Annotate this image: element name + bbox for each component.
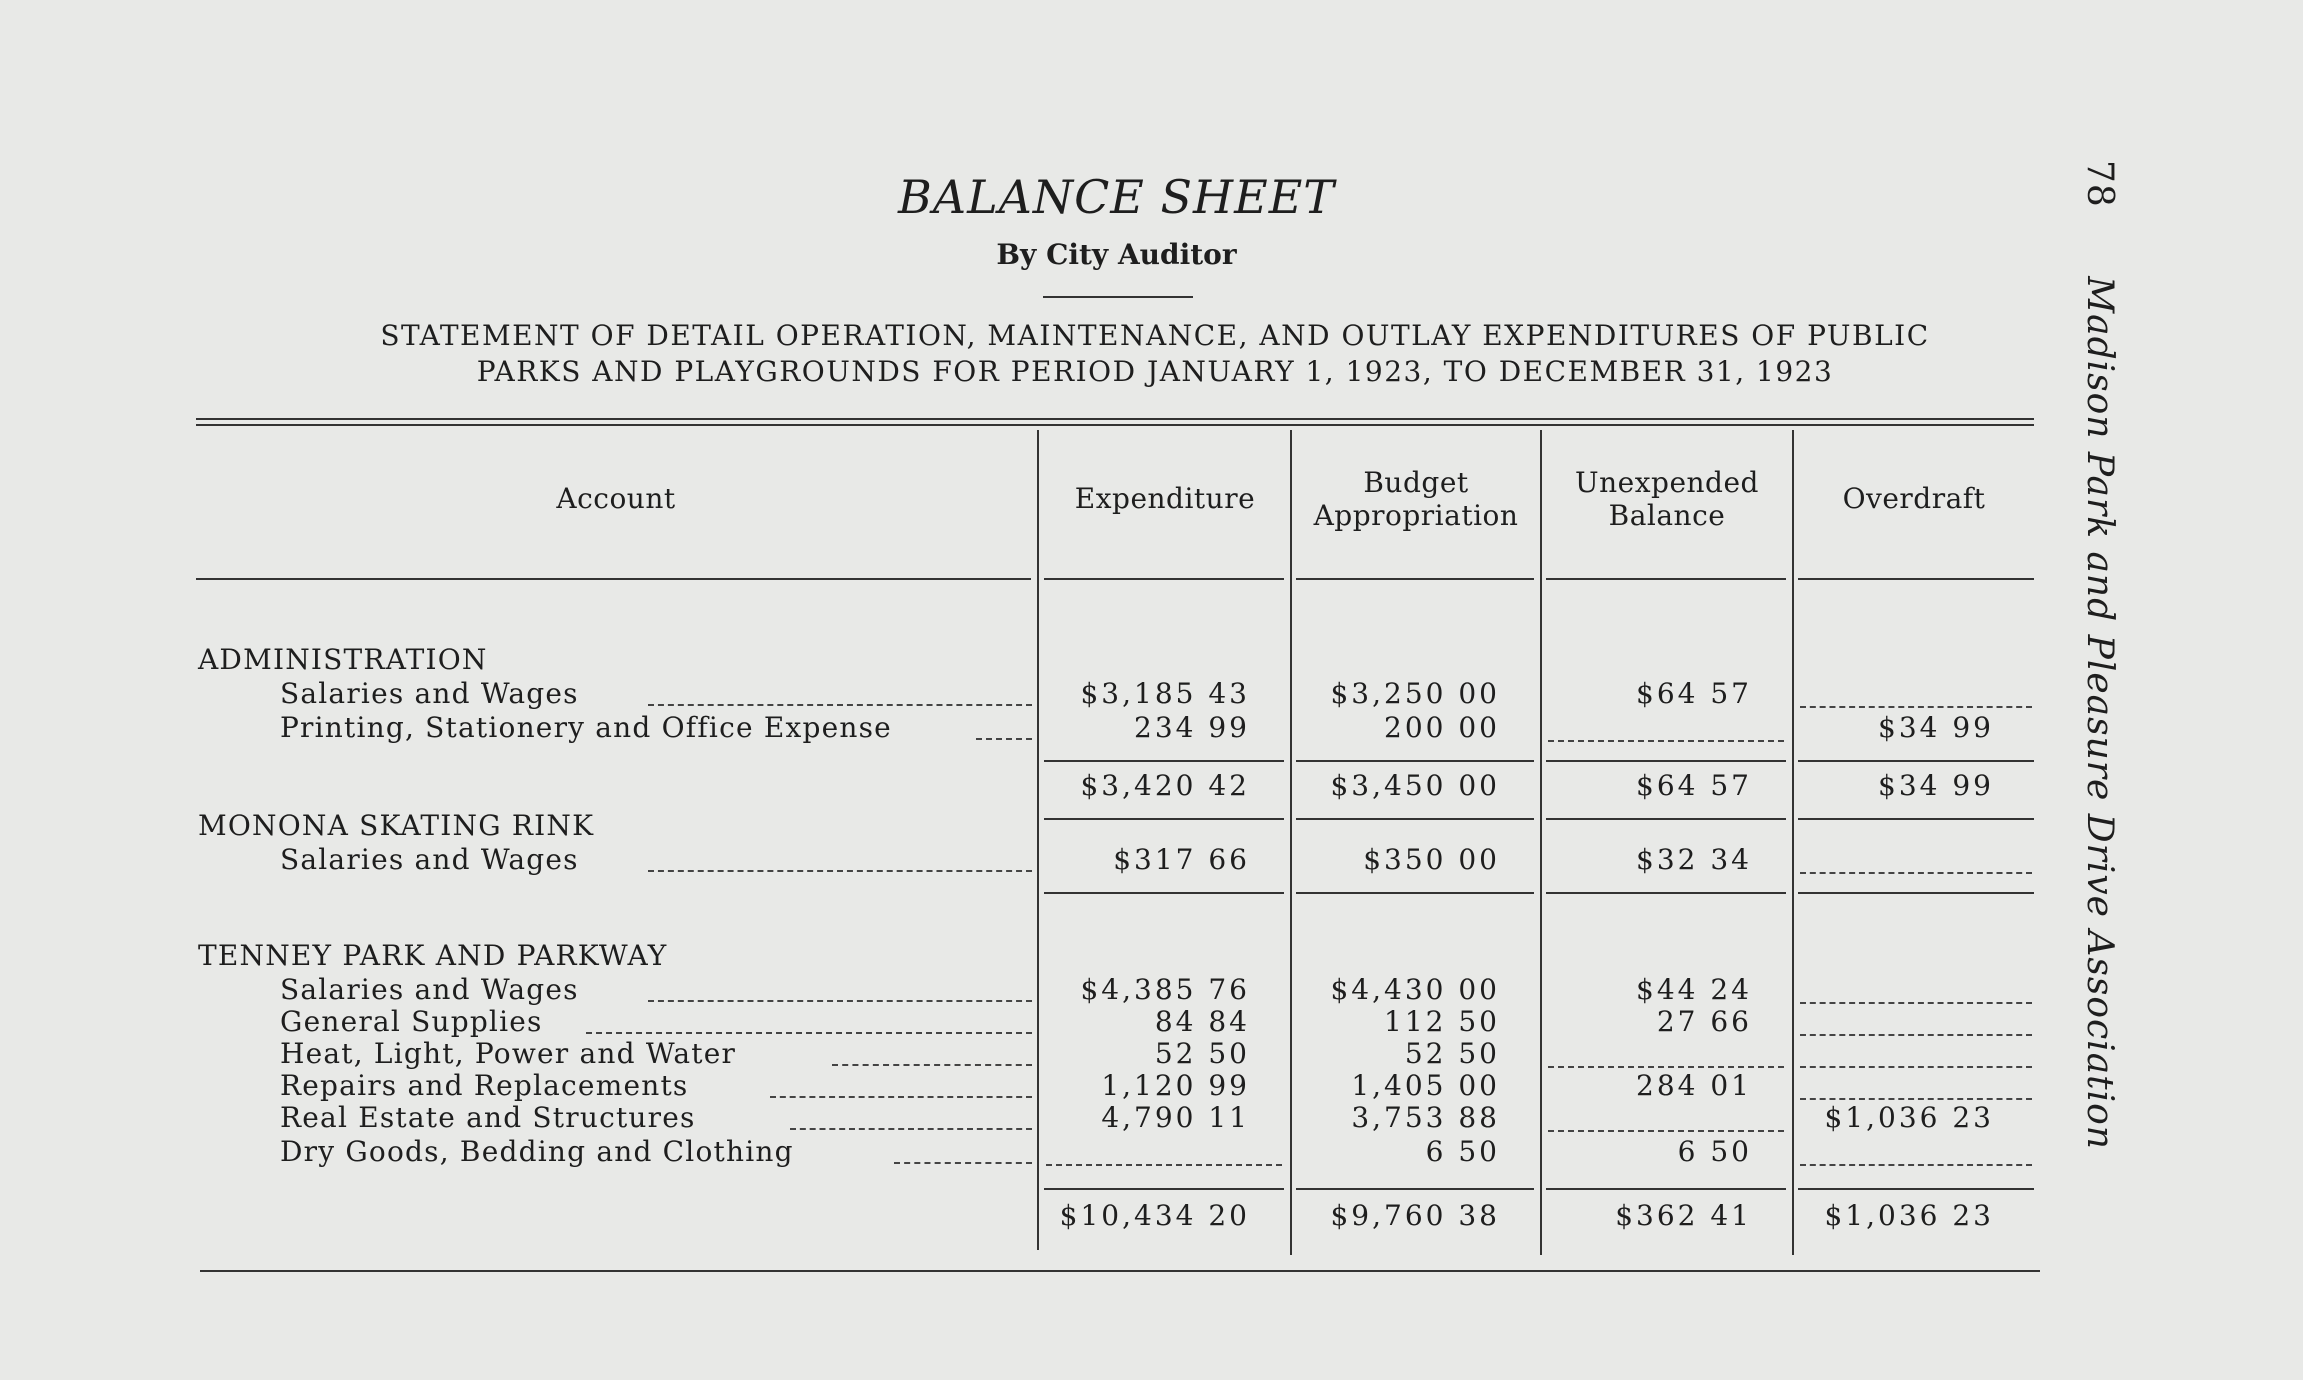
row-leader (832, 1064, 1032, 1066)
cell-expenditure: $317 66 (1113, 843, 1250, 876)
statement-heading (180, 318, 2130, 390)
row-label: Salaries and Wages (280, 843, 579, 876)
header-rule-overdraft (1798, 578, 2034, 580)
header-rule-account (196, 578, 1031, 580)
header-unexpended-line1: Unexpended (1575, 466, 1759, 499)
row-label: Salaries and Wages (280, 677, 579, 710)
subtotal-rule (1044, 760, 1284, 762)
cell-overdraft: $34 99 (1878, 711, 1994, 744)
cell-expenditure: $3,185 43 (1080, 677, 1250, 710)
cell-budget: $350 00 (1363, 843, 1500, 876)
total-expenditure: $10,434 20 (1059, 1199, 1250, 1232)
row-label: Salaries and Wages (280, 973, 579, 1006)
subtotal-rule (1798, 760, 2034, 762)
total-rule (1798, 892, 2034, 894)
total-rule (1798, 818, 2034, 820)
cell-expenditure: 4,790 11 (1101, 1101, 1250, 1134)
cell-overdraft-blank (1800, 1034, 2032, 1036)
cell-expenditure: 84 84 (1154, 1005, 1250, 1038)
cell-unexpended: 284 01 (1636, 1069, 1752, 1102)
row-leader (586, 1032, 1032, 1034)
cell-unexpended: 27 66 (1656, 1005, 1752, 1038)
table-top-rule-2 (196, 424, 2034, 426)
total-rule (1546, 892, 1786, 894)
cell-expenditure: $4,385 76 (1080, 973, 1250, 1006)
row-leader (648, 1000, 1032, 1002)
statement-line-2: PARKS AND PLAYGROUNDS FOR PERIOD JANUARY 1, 1923, TO DECEMBER 31, 1923 (476, 355, 1834, 388)
total-expenditure: $3,420 42 (1080, 769, 1250, 802)
page-number: 78 (2079, 160, 2120, 208)
row-label: General Supplies (280, 1005, 543, 1038)
cell-expenditure: 52 50 (1154, 1037, 1250, 1070)
row-leader (648, 704, 1032, 706)
header-budget-line1: Budget (1363, 466, 1469, 499)
cell-budget: 6 50 (1425, 1135, 1500, 1168)
cell-budget: 112 50 (1384, 1005, 1500, 1038)
cell-unexpended-blank (1548, 1130, 1784, 1132)
header-account: Account (556, 482, 676, 515)
cell-budget: $3,250 00 (1330, 677, 1500, 710)
running-head (2080, 160, 2120, 1160)
cell-unexpended-blank (1548, 1066, 1784, 1068)
row-leader (770, 1096, 1032, 1098)
cell-overdraft-blank (1800, 1164, 2032, 1166)
row-label: Heat, Light, Power and Water (280, 1037, 737, 1070)
cell-expenditure-blank (1046, 1164, 1282, 1166)
cell-unexpended: 6 50 (1677, 1135, 1752, 1168)
total-rule (1296, 892, 1534, 894)
column-divider-3 (1540, 430, 1542, 1255)
header-unexpended (1542, 466, 1792, 532)
page-title: BALANCE SHEET (898, 170, 1335, 224)
total-budget: $3,450 00 (1330, 769, 1500, 802)
table-top-rule (196, 418, 2034, 420)
cell-budget: 1,405 00 (1351, 1069, 1500, 1102)
subtotal-rule (1044, 1188, 1284, 1190)
cell-overdraft-blank (1800, 1002, 2032, 1004)
header-rule-expenditure (1044, 578, 1284, 580)
row-label: Dry Goods, Bedding and Clothing (280, 1135, 794, 1168)
cell-expenditure: 234 99 (1134, 711, 1250, 744)
table-bottom-rule (200, 1270, 2040, 1272)
total-rule (1296, 818, 1534, 820)
total-unexpended: $362 41 (1615, 1199, 1752, 1232)
total-rule (1546, 818, 1786, 820)
running-head-text: Madison Park and Pleasure Drive Association (2079, 276, 2120, 1150)
total-rule (1044, 892, 1284, 894)
subtotal-rule (1296, 760, 1534, 762)
row-label: Real Estate and Structures (280, 1101, 696, 1134)
page-subtitle: By City Auditor (996, 238, 1237, 271)
cell-unexpended: $64 57 (1636, 677, 1752, 710)
cell-overdraft-blank (1800, 1098, 2032, 1100)
subtotal-rule (1296, 1188, 1534, 1190)
total-overdraft: $1,036 23 (1824, 1199, 1994, 1232)
header-expenditure: Expenditure (1074, 482, 1256, 515)
total-unexpended: $64 57 (1636, 769, 1752, 802)
cell-unexpended: $32 34 (1636, 843, 1752, 876)
cell-expenditure: 1,120 99 (1101, 1069, 1250, 1102)
statement-line-1: STATEMENT OF DETAIL OPERATION, MAINTENANCE, AND OUTLAY EXPENDITURES OF PUBLIC (380, 319, 1930, 352)
subtotal-rule (1546, 1188, 1786, 1190)
row-leader (790, 1128, 1032, 1130)
header-budget (1292, 466, 1540, 532)
cell-budget: 200 00 (1384, 711, 1500, 744)
row-leader (648, 870, 1032, 872)
cell-overdraft-blank (1800, 1066, 2032, 1068)
header-overdraft: Overdraft (1842, 482, 1986, 515)
header-rule-unexpended (1546, 578, 1786, 580)
column-divider-1 (1037, 430, 1039, 1250)
cell-overdraft: $1,036 23 (1824, 1101, 1994, 1134)
header-rule-budget (1296, 578, 1534, 580)
section-tenney: TENNEY PARK AND PARKWAY (198, 939, 668, 972)
row-leader (894, 1162, 1032, 1164)
subtitle-rule (1043, 296, 1193, 298)
cell-unexpended: $44 24 (1636, 973, 1752, 1006)
subtotal-rule (1546, 760, 1786, 762)
row-leader (976, 738, 1032, 740)
cell-budget: 3,753 88 (1351, 1101, 1500, 1134)
section-monona: MONONA SKATING RINK (198, 809, 595, 842)
total-rule (1044, 818, 1284, 820)
section-administration: ADMINISTRATION (198, 643, 488, 676)
total-overdraft: $34 99 (1878, 769, 1994, 802)
total-budget: $9,760 38 (1330, 1199, 1500, 1232)
row-label: Printing, Stationery and Office Expense (280, 711, 892, 744)
cell-unexpended-blank (1548, 740, 1784, 742)
subtotal-rule (1798, 1188, 2034, 1190)
cell-overdraft-blank (1800, 872, 2032, 874)
cell-overdraft-blank (1800, 706, 2032, 708)
header-budget-line2: Appropriation (1313, 499, 1519, 532)
cell-budget: 52 50 (1404, 1037, 1500, 1070)
cell-budget: $4,430 00 (1330, 973, 1500, 1006)
header-unexpended-line2: Balance (1608, 499, 1726, 532)
row-label: Repairs and Replacements (280, 1069, 689, 1102)
